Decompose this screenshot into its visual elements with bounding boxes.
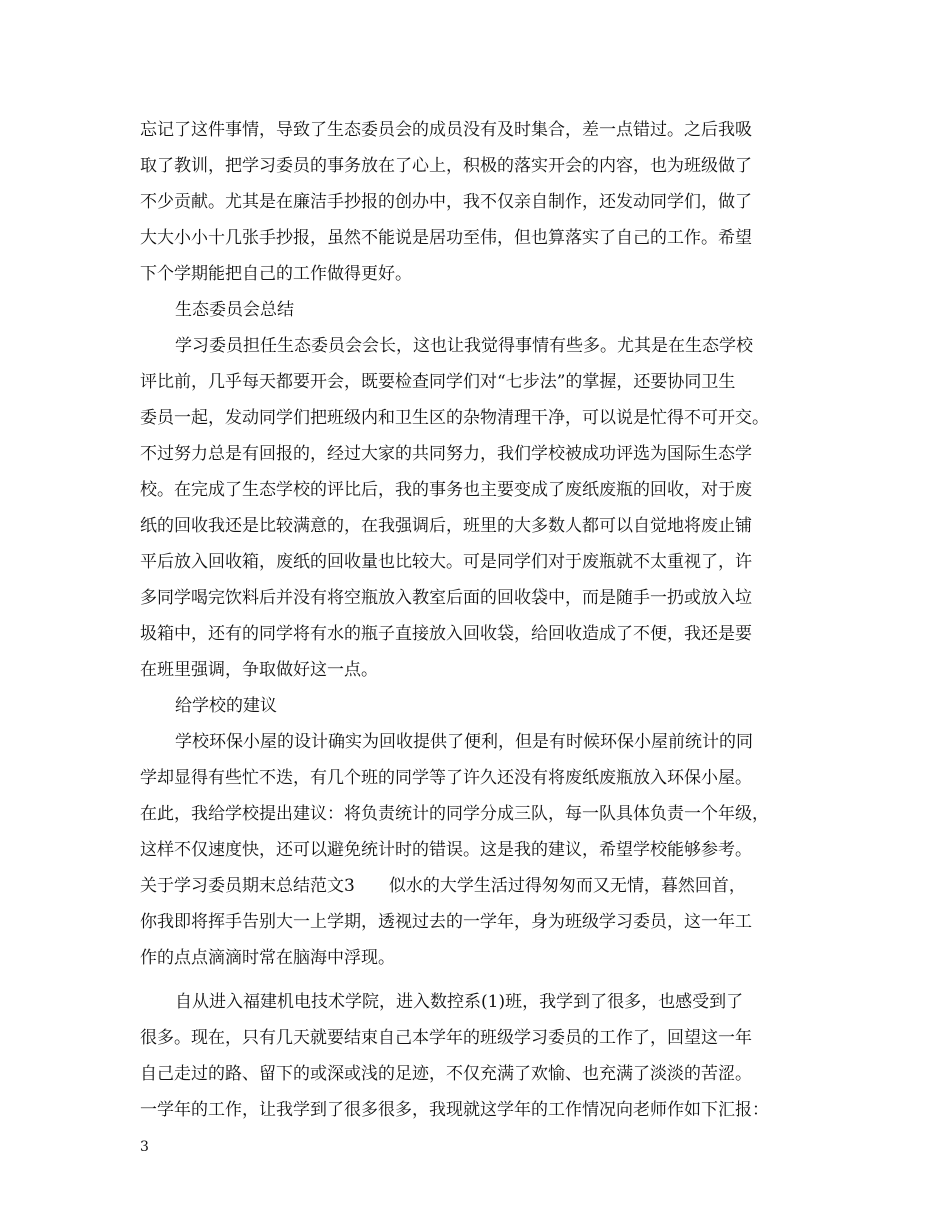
page-number: 3 xyxy=(140,1139,149,1155)
text-line: 不少贡献。尤其是在廉洁手抄报的创办中，我不仅亲自制作，还发动同学们，做了 xyxy=(140,192,752,212)
text-line: 学却显得有些忙不迭，有几个班的同学等了许久还没有将废纸废瓶放入环保小屋。 xyxy=(140,768,752,788)
text-line: 在班里强调，争取做好这一点。 xyxy=(140,660,378,680)
text-line: 纸的回收我还是比较满意的，在我强调后，班里的大多数人都可以自觉地将废止铺 xyxy=(140,516,752,536)
text-line: 作的点点滴滴时常在脑海中浮现。 xyxy=(140,948,395,968)
text-line: 很多。现在，只有几天就要结束自己本学年的班级学习委员的工作了，回望这一年 xyxy=(140,1028,752,1048)
text-line: 大大小小十几张手抄报，虽然不能说是居功至伟，但也算落实了自己的工作。希望 xyxy=(140,228,752,248)
text-line: 校。在完成了生态学校的评比后，我的事务也主要变成了废纸废瓶的回收，对于废 xyxy=(140,480,752,500)
text-line: 在此，我给学校提出建议：将负责统计的同学分成三队，每一队具体负责一个年级， xyxy=(140,804,769,824)
text-line: 关于学习委员期末总结范文3 似水的大学生活过得匆匆而又无情，暮然回首， xyxy=(140,876,746,896)
text-line: 自己走过的路、留下的或深或浅的足迹，不仅充满了欢愉、也充满了淡淡的苦涩。 xyxy=(140,1064,752,1084)
text-line: 你我即将挥手告别大一上学期，透视过去的一学年，身为班级学习委员，这一年工 xyxy=(140,912,752,932)
text-line: 平后放入回收箱，废纸的回收量也比较大。可是同学们对于废瓶就不太重视了，许 xyxy=(140,552,752,572)
text-line: 取了教训，把学习委员的事务放在了心上，积极的落实开会的内容，也为班级做了 xyxy=(140,156,752,176)
text-line: 不过努力总是有回报的，经过大家的共同努力，我们学校被成功评选为国际生态学 xyxy=(140,444,752,464)
text-line: 学习委员担任生态委员会会长，这也让我觉得事情有些多。尤其是在生态学校 xyxy=(175,336,753,356)
text-line: 下个学期能把自己的工作做得更好。 xyxy=(140,264,412,284)
text-line: 多同学喝完饮料后并没有将空瓶放入教室后面的回收袋中，而是随手一扔或放入垃 xyxy=(140,588,752,608)
paragraph-gap xyxy=(140,976,830,984)
section-heading: 生态委员会总结 xyxy=(175,300,294,320)
text-line: 这样不仅速度快，还可以避免统计时的错误。这是我的建议，希望学校能够参考。 xyxy=(140,840,752,860)
body-text xyxy=(140,112,830,1128)
text-line: 忘记了这件事情，导致了生态委员会的成员没有及时集合，差一点错过。之后我吸 xyxy=(140,120,752,140)
text-line: 自从进入福建机电技术学院，进入数控系(1)班，我学到了很多，也感受到了 xyxy=(175,992,744,1012)
text-line: 圾箱中，还有的同学将有水的瓶子直接放入回收袋，给回收造成了不便，我还是要 xyxy=(140,624,752,644)
text-line: 学校环保小屋的设计确实为回收提供了便利，但是有时候环保小屋前统计的同 xyxy=(175,732,753,752)
text-line: 一学年的工作，让我学到了很多很多，我现就这学年的工作情况向老师作如下汇报： xyxy=(140,1100,769,1120)
text-line: 委员一起，发动同学们把班级内和卫生区的杂物清理干净，可以说是忙得不可开交。 xyxy=(140,408,769,428)
section-heading: 给学校的建议 xyxy=(175,696,277,716)
text-line: 评比前，几乎每天都要开会，既要检查同学们对“七步法”的掌握，还要协同卫生 xyxy=(140,372,736,392)
